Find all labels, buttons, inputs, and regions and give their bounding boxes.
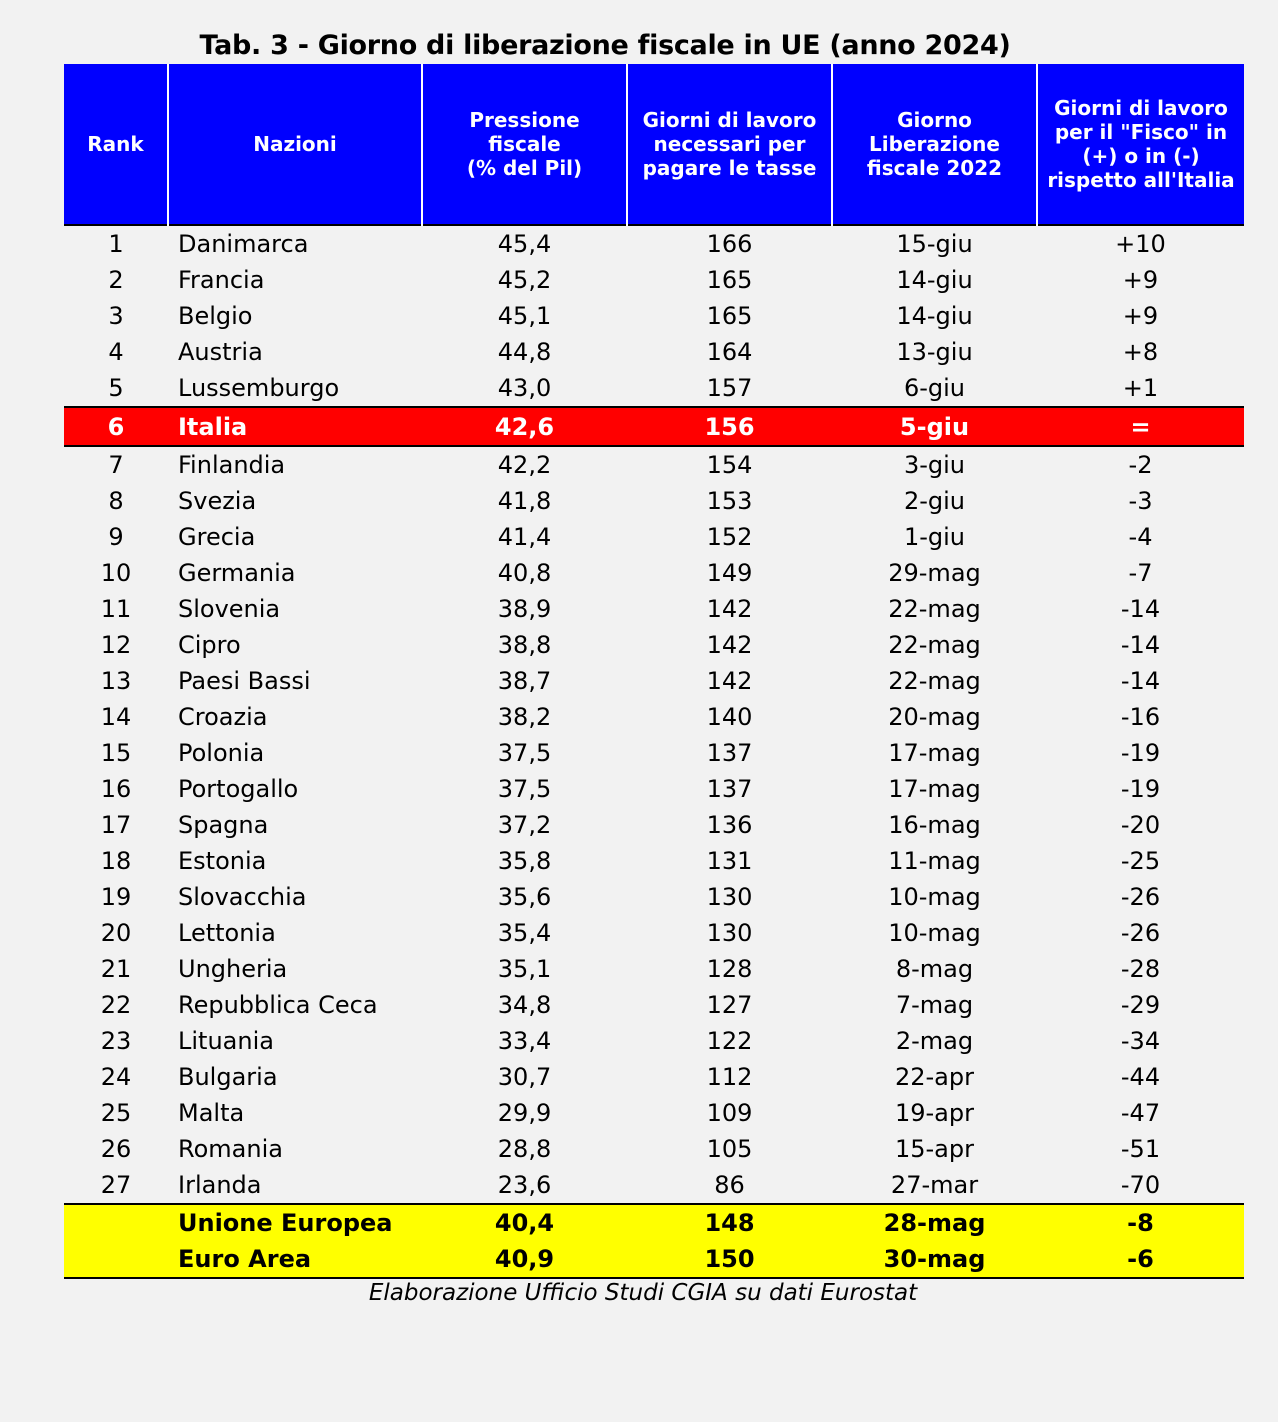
table-row [64, 555, 1244, 591]
cell-country: Malta [178, 1099, 245, 1127]
cell-work-days: 137 [706, 775, 753, 803]
cell-work-days: 112 [706, 1063, 753, 1091]
cell-country: Spagna [178, 811, 269, 839]
cell-country: Estonia [178, 847, 267, 875]
cell-tax-pressure: 35,8 [497, 847, 552, 875]
cell-diff-vs-italy: -19 [1120, 739, 1161, 767]
cell-country: Bulgaria [178, 1063, 278, 1091]
cell-rank: 16 [100, 775, 132, 803]
cell-liberation-day: 28-mag [832, 1204, 1037, 1241]
cell-country: Polonia [178, 739, 265, 767]
cell-rank: 21 [100, 955, 132, 983]
cell-liberation-day: 27-mar [890, 1171, 979, 1199]
cell-country: Italia [168, 407, 422, 446]
cell-diff-vs-italy: +10 [1115, 230, 1166, 258]
cell-work-days: 164 [706, 338, 753, 366]
cell-diff-vs-italy: -29 [1120, 991, 1161, 1019]
cell-liberation-day: 2-mag [895, 1027, 974, 1055]
header-row [64, 64, 1244, 225]
header-tax-pressure: Pressione fiscale (% del Pil) [422, 64, 627, 225]
cell-country: Slovacchia [178, 883, 307, 911]
source-note: Elaborazione Ufficio Studi CGIA su dati Eurostat [368, 1280, 918, 1306]
table-row [64, 699, 1244, 735]
cell-work-days: 136 [706, 811, 753, 839]
tax-freedom-table [64, 64, 1244, 1279]
cell-tax-pressure: 33,4 [497, 1027, 552, 1055]
cell-work-days: 128 [706, 955, 753, 983]
cell-country: Grecia [178, 523, 256, 551]
table-row [64, 483, 1244, 519]
cell-country: Belgio [178, 302, 253, 330]
cell-rank: 15 [100, 739, 132, 767]
cell-diff-vs-italy: -3 [1128, 487, 1153, 515]
cell-diff-vs-italy: -25 [1120, 847, 1161, 875]
table-row [64, 1023, 1244, 1059]
table-row [64, 370, 1244, 407]
cell-tax-pressure: 30,7 [497, 1063, 552, 1091]
table-row [64, 1167, 1244, 1204]
table-row [64, 225, 1244, 262]
cell-liberation-day: 14-giu [896, 302, 973, 330]
cell-tax-pressure: 44,8 [497, 338, 552, 366]
cell-work-days: 156 [627, 407, 832, 446]
cell-tax-pressure: 45,4 [497, 230, 552, 258]
cell-country: Lussemburgo [178, 374, 340, 402]
cell-work-days: 150 [627, 1241, 832, 1278]
header-work-days: Giorni di lavoro necessari per pagare le tasse [627, 64, 832, 225]
table-row [64, 879, 1244, 915]
cell-rank: 10 [100, 559, 132, 587]
cell-diff-vs-italy: -8 [1037, 1204, 1244, 1241]
cell-tax-pressure: 41,8 [497, 487, 552, 515]
cell-work-days: 142 [706, 667, 753, 695]
summary-row [64, 1204, 1244, 1241]
cell-rank: 27 [100, 1171, 132, 1199]
table-row [64, 807, 1244, 843]
cell-diff-vs-italy: -26 [1120, 883, 1161, 911]
cell-country: Romania [178, 1135, 283, 1163]
cell-tax-pressure: 29,9 [497, 1099, 552, 1127]
table-row [64, 735, 1244, 771]
cell-rank: 22 [100, 991, 132, 1019]
cell-rank: 17 [100, 811, 132, 839]
cell-rank: 13 [100, 667, 132, 695]
cell-work-days: 131 [706, 847, 753, 875]
cell-diff-vs-italy: -28 [1120, 955, 1161, 983]
cell-country: Lituania [178, 1027, 274, 1055]
cell-country: Irlanda [178, 1171, 262, 1199]
cell-liberation-day: 22-mag [888, 667, 981, 695]
cell-work-days: 153 [706, 487, 753, 515]
cell-country: Croazia [178, 703, 268, 731]
table-row [64, 951, 1244, 987]
cell-liberation-day: 15-apr [894, 1135, 974, 1163]
table-row [64, 987, 1244, 1023]
cell-diff-vs-italy: -2 [1128, 451, 1153, 479]
cell-country: Germania [178, 559, 296, 587]
cell-tax-pressure: 35,4 [497, 919, 552, 947]
cell-work-days: 165 [706, 302, 753, 330]
cell-work-days: 130 [706, 883, 753, 911]
cell-tax-pressure: 40,4 [422, 1204, 627, 1241]
cell-diff-vs-italy: +8 [1122, 338, 1159, 366]
cell-rank: 26 [100, 1135, 132, 1163]
table-row [64, 663, 1244, 699]
cell-work-days: 140 [706, 703, 753, 731]
cell-liberation-day: 8-mag [895, 955, 974, 983]
cell-country: Ungheria [178, 955, 288, 983]
cell-work-days: 149 [706, 559, 753, 587]
cell-rank: 11 [100, 595, 132, 623]
cell-diff-vs-italy: -34 [1120, 1027, 1161, 1055]
table-title: Tab. 3 - Giorno di liberazione fiscale in UE (anno 2024) [199, 30, 1011, 61]
cell-tax-pressure: 38,8 [497, 631, 552, 659]
cell-liberation-day: 6-giu [903, 374, 966, 402]
cell-tax-pressure: 40,8 [497, 559, 552, 587]
cell-country: Lettonia [178, 919, 276, 947]
cell-rank: 2 [108, 266, 124, 294]
cell-tax-pressure: 23,6 [497, 1171, 552, 1199]
cell-diff-vs-italy: -26 [1120, 919, 1161, 947]
cell-work-days: 152 [706, 523, 753, 551]
table-row [64, 771, 1244, 807]
cell-liberation-day: 11-mag [888, 847, 981, 875]
cell-diff-vs-italy: -44 [1120, 1063, 1161, 1091]
cell-tax-pressure: 37,5 [497, 775, 552, 803]
header-rank: Rank [64, 64, 168, 225]
cell-tax-pressure: 37,2 [497, 811, 552, 839]
cell-liberation-day: 17-mag [888, 739, 981, 767]
cell-liberation-day: 20-mag [888, 703, 981, 731]
table-row [64, 298, 1244, 334]
cell-work-days: 142 [706, 595, 753, 623]
cell-rank [64, 1204, 168, 1241]
cell-diff-vs-italy: +9 [1122, 302, 1159, 330]
cell-work-days: 130 [706, 919, 753, 947]
table-row [64, 627, 1244, 663]
cell-rank: 4 [108, 338, 124, 366]
cell-liberation-day: 22-mag [888, 595, 981, 623]
table-row-highlighted [64, 407, 1244, 446]
cell-diff-vs-italy: -4 [1128, 523, 1153, 551]
cell-liberation-day: 22-mag [888, 631, 981, 659]
cell-liberation-day: 3-giu [903, 451, 966, 479]
cell-tax-pressure: 35,1 [497, 955, 552, 983]
cell-work-days: 165 [706, 266, 753, 294]
cell-country: Portogallo [178, 775, 299, 803]
cell-diff-vs-italy: -20 [1120, 811, 1161, 839]
cell-rank: 25 [100, 1099, 132, 1127]
cell-liberation-day: 15-giu [896, 230, 973, 258]
cell-work-days: 154 [706, 451, 753, 479]
table-row [64, 334, 1244, 370]
cell-diff-vs-italy: -51 [1120, 1135, 1161, 1163]
cell-rank: 14 [100, 703, 132, 731]
cell-liberation-day: 10-mag [888, 883, 981, 911]
cell-country: Slovenia [178, 595, 281, 623]
cell-tax-pressure: 35,6 [497, 883, 552, 911]
cell-diff-vs-italy: -7 [1128, 559, 1153, 587]
cell-rank: 20 [100, 919, 132, 947]
cell-country: Svezia [178, 487, 257, 515]
table-row [64, 843, 1244, 879]
cell-country: Paesi Bassi [178, 667, 311, 695]
cell-diff-vs-italy: -6 [1037, 1241, 1244, 1278]
cell-rank: 7 [108, 451, 124, 479]
cell-tax-pressure: 28,8 [497, 1135, 552, 1163]
cell-country: Cipro [178, 631, 241, 659]
summary-row [64, 1241, 1244, 1278]
cell-country: Austria [178, 338, 263, 366]
cell-work-days: 157 [706, 374, 753, 402]
cell-work-days: 166 [706, 230, 753, 258]
cell-rank: 23 [100, 1027, 132, 1055]
cell-liberation-day: 1-giu [903, 523, 966, 551]
cell-tax-pressure: 45,2 [497, 266, 552, 294]
table-row [64, 519, 1244, 555]
table-row [64, 915, 1244, 951]
cell-diff-vs-italy: +9 [1122, 266, 1159, 294]
cell-tax-pressure: 38,2 [497, 703, 552, 731]
cell-liberation-day: 17-mag [888, 775, 981, 803]
cell-work-days: 127 [706, 991, 753, 1019]
cell-rank: 12 [100, 631, 132, 659]
cell-work-days: 122 [706, 1027, 753, 1055]
cell-tax-pressure: 45,1 [497, 302, 552, 330]
cell-diff-vs-italy: = [1037, 407, 1244, 446]
cell-rank: 19 [100, 883, 132, 911]
table-row [64, 591, 1244, 627]
cell-liberation-day: 7-mag [895, 991, 974, 1019]
cell-liberation-day: 22-apr [894, 1063, 974, 1091]
cell-diff-vs-italy: -70 [1120, 1171, 1161, 1199]
table-row [64, 262, 1244, 298]
cell-rank: 9 [108, 523, 124, 551]
cell-diff-vs-italy: -14 [1120, 631, 1161, 659]
cell-work-days: 148 [627, 1204, 832, 1241]
cell-tax-pressure: 37,5 [497, 739, 552, 767]
cell-country: Danimarca [178, 230, 309, 258]
cell-country: Repubblica Ceca [178, 991, 378, 1019]
cell-liberation-day: 14-giu [896, 266, 973, 294]
cell-rank: 5 [108, 374, 124, 402]
cell-diff-vs-italy: -14 [1120, 595, 1161, 623]
cell-liberation-day: 5-giu [832, 407, 1037, 446]
cell-tax-pressure: 38,7 [497, 667, 552, 695]
cell-liberation-day: 30-mag [832, 1241, 1037, 1278]
cell-liberation-day: 29-mag [888, 559, 981, 587]
cell-liberation-day: 19-apr [894, 1099, 974, 1127]
table-row [64, 1059, 1244, 1095]
cell-rank: 6 [64, 407, 168, 446]
cell-tax-pressure: 38,9 [497, 595, 552, 623]
cell-rank: 3 [108, 302, 124, 330]
cell-rank: 18 [100, 847, 132, 875]
cell-rank: 8 [108, 487, 124, 515]
cell-work-days: 105 [706, 1135, 753, 1163]
cell-rank: 1 [108, 230, 124, 258]
cell-diff-vs-italy: -19 [1120, 775, 1161, 803]
cell-tax-pressure: 40,9 [422, 1241, 627, 1278]
cell-liberation-day: 16-mag [888, 811, 981, 839]
cell-tax-pressure: 42,6 [422, 407, 627, 446]
table-row [64, 1095, 1244, 1131]
cell-diff-vs-italy: -47 [1120, 1099, 1161, 1127]
cell-tax-pressure: 43,0 [497, 374, 552, 402]
cell-country: Unione Europea [168, 1204, 422, 1241]
cell-liberation-day: 10-mag [888, 919, 981, 947]
cell-country: Euro Area [168, 1241, 422, 1278]
header-liberation-day: Giorno Liberazione fiscale 2022 [832, 64, 1037, 225]
cell-rank [64, 1241, 168, 1278]
table-row [64, 1131, 1244, 1167]
cell-rank: 24 [100, 1063, 132, 1091]
cell-country: Francia [178, 266, 265, 294]
cell-work-days: 142 [706, 631, 753, 659]
cell-work-days: 109 [706, 1099, 753, 1127]
cell-diff-vs-italy: -14 [1120, 667, 1161, 695]
cell-country: Finlandia [178, 451, 286, 479]
cell-liberation-day: 13-giu [896, 338, 973, 366]
cell-tax-pressure: 34,8 [497, 991, 552, 1019]
cell-liberation-day: 2-giu [903, 487, 966, 515]
cell-diff-vs-italy: +1 [1122, 374, 1159, 402]
cell-diff-vs-italy: -16 [1120, 703, 1161, 731]
cell-tax-pressure: 41,4 [497, 523, 552, 551]
header-country: Nazioni [168, 64, 422, 225]
header-diff-vs-italy: Giorni di lavoro per il "Fisco" in (+) o in (-) rispetto all'Italia [1037, 64, 1244, 225]
table-row [64, 446, 1244, 483]
cell-work-days: 86 [714, 1171, 745, 1199]
cell-tax-pressure: 42,2 [497, 451, 552, 479]
cell-work-days: 137 [706, 739, 753, 767]
